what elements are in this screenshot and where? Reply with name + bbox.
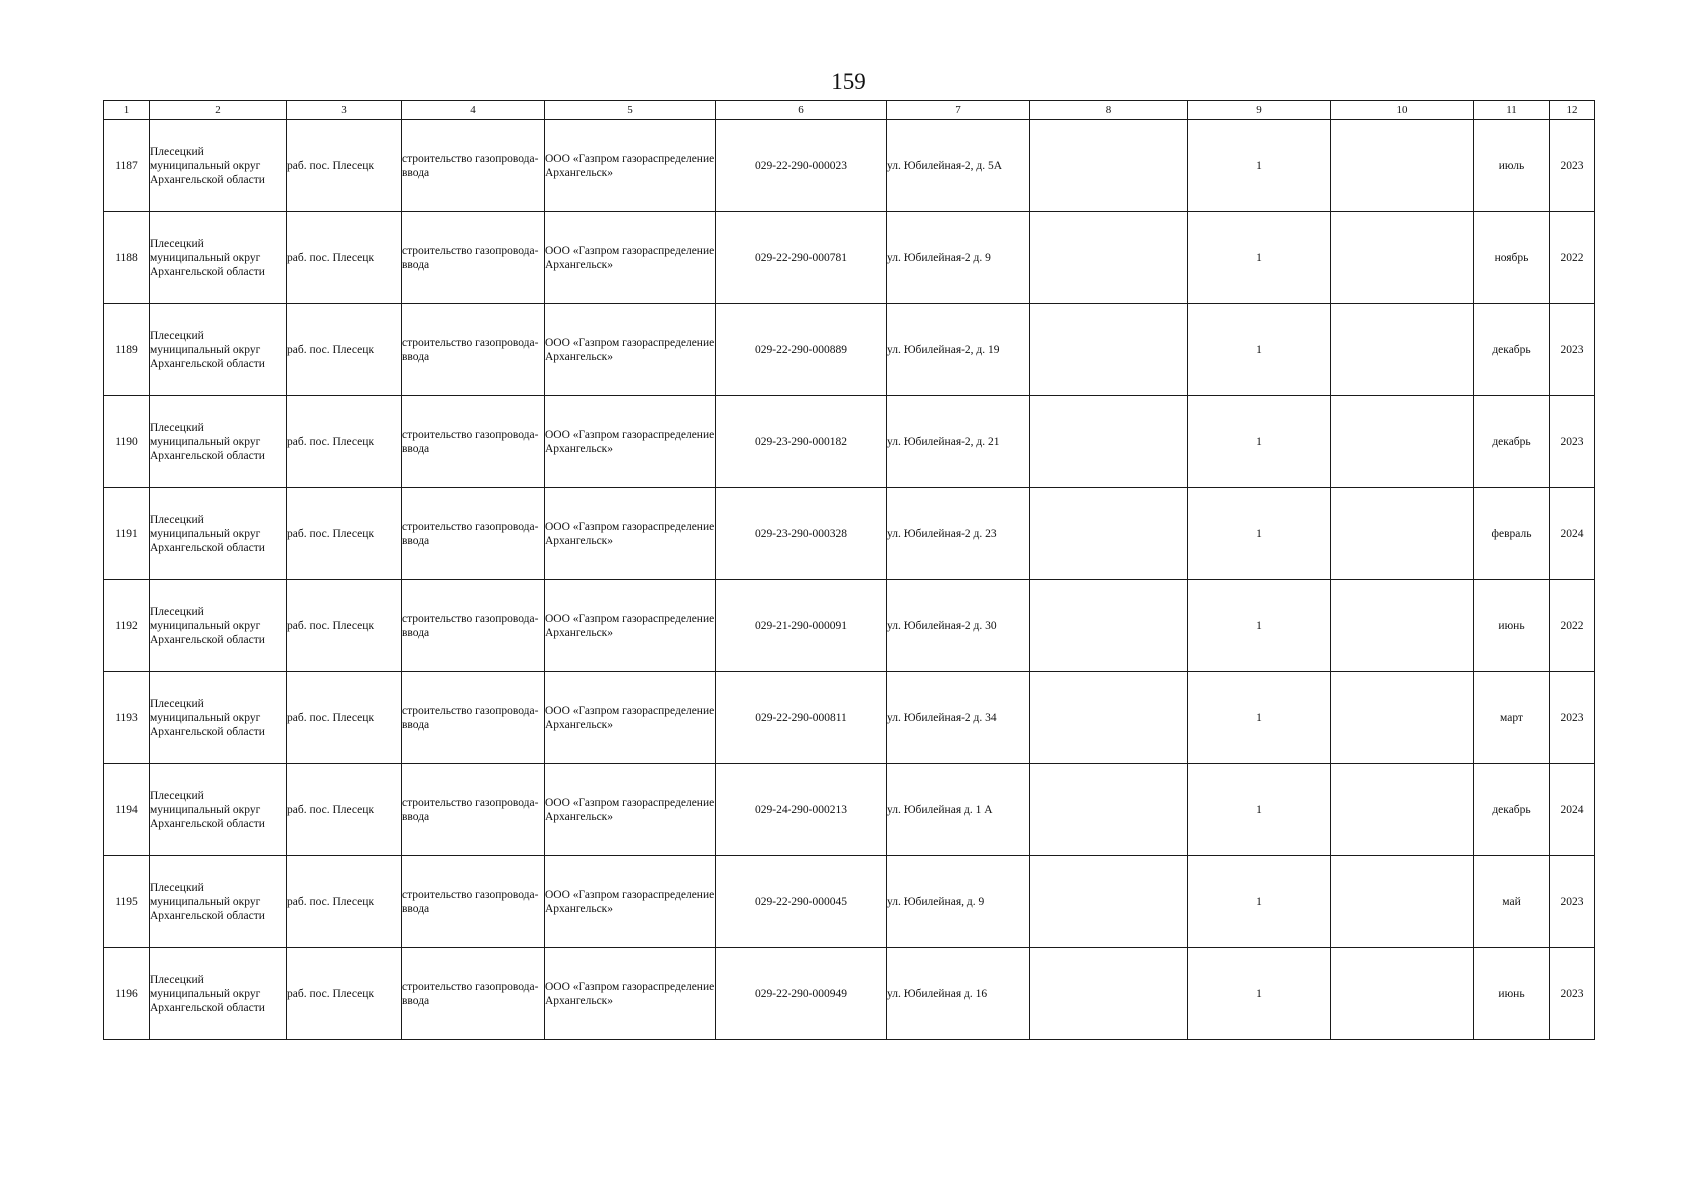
address-cell: ул. Юбилейная, д. 9 bbox=[887, 856, 1030, 948]
registry-code-cell: 029-24-290-000213 bbox=[716, 764, 887, 856]
column-header: 9 bbox=[1188, 101, 1331, 120]
registry-code-cell: 029-22-290-000949 bbox=[716, 948, 887, 1040]
month-cell: февраль bbox=[1474, 488, 1550, 580]
month-cell: декабрь bbox=[1474, 304, 1550, 396]
month-cell: декабрь bbox=[1474, 396, 1550, 488]
column-header: 2 bbox=[150, 101, 287, 120]
address-cell: ул. Юбилейная-2, д. 5А bbox=[887, 120, 1030, 212]
district-cell: Плесецкий муниципальный округ Архангельской области bbox=[150, 488, 287, 580]
address-cell: ул. Юбилейная д. 1 А bbox=[887, 764, 1030, 856]
column-10-cell bbox=[1331, 856, 1474, 948]
address-cell: ул. Юбилейная-2 д. 34 bbox=[887, 672, 1030, 764]
count-cell: 1 bbox=[1188, 948, 1331, 1040]
column-10-cell bbox=[1331, 304, 1474, 396]
column-10-cell bbox=[1331, 764, 1474, 856]
settlement-cell: раб. пос. Плесецк bbox=[287, 764, 402, 856]
column-8-cell bbox=[1030, 856, 1188, 948]
month-cell: март bbox=[1474, 672, 1550, 764]
organization-cell: ООО «Газпром газораспределение Архангельск» bbox=[545, 948, 716, 1040]
count-cell: 1 bbox=[1188, 672, 1331, 764]
column-header: 12 bbox=[1550, 101, 1595, 120]
column-10-cell bbox=[1331, 120, 1474, 212]
table-row bbox=[104, 212, 1595, 304]
work-type-cell: строительство газопровода-ввода bbox=[402, 856, 545, 948]
settlement-cell: раб. пос. Плесецк bbox=[287, 672, 402, 764]
work-type-cell: строительство газопровода-ввода bbox=[402, 120, 545, 212]
district-cell: Плесецкий муниципальный округ Архангельской области bbox=[150, 120, 287, 212]
row-number-cell: 1191 bbox=[104, 488, 150, 580]
year-cell: 2023 bbox=[1550, 396, 1595, 488]
column-header: 5 bbox=[545, 101, 716, 120]
organization-cell: ООО «Газпром газораспределение Архангельск» bbox=[545, 304, 716, 396]
table-row bbox=[104, 580, 1595, 672]
organization-cell: ООО «Газпром газораспределение Архангельск» bbox=[545, 212, 716, 304]
address-cell: ул. Юбилейная-2, д. 19 bbox=[887, 304, 1030, 396]
column-8-cell bbox=[1030, 212, 1188, 304]
column-header: 3 bbox=[287, 101, 402, 120]
column-header: 10 bbox=[1331, 101, 1474, 120]
column-10-cell bbox=[1331, 580, 1474, 672]
row-number-cell: 1195 bbox=[104, 856, 150, 948]
district-cell: Плесецкий муниципальный округ Архангельской области bbox=[150, 856, 287, 948]
column-header: 4 bbox=[402, 101, 545, 120]
count-cell: 1 bbox=[1188, 856, 1331, 948]
work-type-cell: строительство газопровода-ввода bbox=[402, 488, 545, 580]
registry-code-cell: 029-23-290-000328 bbox=[716, 488, 887, 580]
settlement-cell: раб. пос. Плесецк bbox=[287, 396, 402, 488]
count-cell: 1 bbox=[1188, 212, 1331, 304]
page-number: 159 bbox=[831, 69, 866, 94]
registry-code-cell: 029-23-290-000182 bbox=[716, 396, 887, 488]
column-header: 8 bbox=[1030, 101, 1188, 120]
registry-code-cell: 029-22-290-000781 bbox=[716, 212, 887, 304]
row-number-cell: 1187 bbox=[104, 120, 150, 212]
row-number-cell: 1193 bbox=[104, 672, 150, 764]
month-cell: июнь bbox=[1474, 948, 1550, 1040]
work-type-cell: строительство газопровода-ввода bbox=[402, 304, 545, 396]
registry-code-cell: 029-22-290-000889 bbox=[716, 304, 887, 396]
district-cell: Плесецкий муниципальный округ Архангельской области bbox=[150, 672, 287, 764]
registry-code-cell: 029-22-290-000023 bbox=[716, 120, 887, 212]
count-cell: 1 bbox=[1188, 580, 1331, 672]
address-cell: ул. Юбилейная-2 д. 23 bbox=[887, 488, 1030, 580]
settlement-cell: раб. пос. Плесецк bbox=[287, 212, 402, 304]
registry-table bbox=[103, 100, 1595, 1040]
address-cell: ул. Юбилейная-2, д. 21 bbox=[887, 396, 1030, 488]
row-number-cell: 1192 bbox=[104, 580, 150, 672]
month-cell: декабрь bbox=[1474, 764, 1550, 856]
work-type-cell: строительство газопровода-ввода bbox=[402, 396, 545, 488]
settlement-cell: раб. пос. Плесецк bbox=[287, 580, 402, 672]
count-cell: 1 bbox=[1188, 488, 1331, 580]
year-cell: 2023 bbox=[1550, 120, 1595, 212]
organization-cell: ООО «Газпром газораспределение Архангельск» bbox=[545, 856, 716, 948]
column-8-cell bbox=[1030, 580, 1188, 672]
table-body bbox=[104, 120, 1595, 1040]
column-number-row bbox=[104, 101, 1595, 120]
table-row bbox=[104, 488, 1595, 580]
table-row bbox=[104, 304, 1595, 396]
column-header: 1 bbox=[104, 101, 150, 120]
year-cell: 2024 bbox=[1550, 488, 1595, 580]
column-10-cell bbox=[1331, 948, 1474, 1040]
table-row bbox=[104, 764, 1595, 856]
table-row bbox=[104, 396, 1595, 488]
year-cell: 2023 bbox=[1550, 672, 1595, 764]
district-cell: Плесецкий муниципальный округ Архангельской области bbox=[150, 580, 287, 672]
column-header: 11 bbox=[1474, 101, 1550, 120]
year-cell: 2022 bbox=[1550, 212, 1595, 304]
year-cell: 2023 bbox=[1550, 304, 1595, 396]
table-row bbox=[104, 948, 1595, 1040]
organization-cell: ООО «Газпром газораспределение Архангельск» bbox=[545, 396, 716, 488]
organization-cell: ООО «Газпром газораспределение Архангельск» bbox=[545, 488, 716, 580]
work-type-cell: строительство газопровода-ввода bbox=[402, 764, 545, 856]
month-cell: май bbox=[1474, 856, 1550, 948]
district-cell: Плесецкий муниципальный округ Архангельской области bbox=[150, 764, 287, 856]
column-8-cell bbox=[1030, 764, 1188, 856]
column-8-cell bbox=[1030, 120, 1188, 212]
year-cell: 2022 bbox=[1550, 580, 1595, 672]
settlement-cell: раб. пос. Плесецк bbox=[287, 856, 402, 948]
column-10-cell bbox=[1331, 672, 1474, 764]
organization-cell: ООО «Газпром газораспределение Архангельск» bbox=[545, 580, 716, 672]
table-row bbox=[104, 856, 1595, 948]
column-8-cell bbox=[1030, 672, 1188, 764]
row-number-cell: 1189 bbox=[104, 304, 150, 396]
address-cell: ул. Юбилейная д. 16 bbox=[887, 948, 1030, 1040]
table-row bbox=[104, 672, 1595, 764]
row-number-cell: 1196 bbox=[104, 948, 150, 1040]
work-type-cell: строительство газопровода-ввода bbox=[402, 672, 545, 764]
count-cell: 1 bbox=[1188, 764, 1331, 856]
column-header: 7 bbox=[887, 101, 1030, 120]
settlement-cell: раб. пос. Плесецк bbox=[287, 120, 402, 212]
column-10-cell bbox=[1331, 488, 1474, 580]
district-cell: Плесецкий муниципальный округ Архангельской области bbox=[150, 948, 287, 1040]
work-type-cell: строительство газопровода-ввода bbox=[402, 580, 545, 672]
address-cell: ул. Юбилейная-2 д. 9 bbox=[887, 212, 1030, 304]
address-cell: ул. Юбилейная-2 д. 30 bbox=[887, 580, 1030, 672]
month-cell: июль bbox=[1474, 120, 1550, 212]
district-cell: Плесецкий муниципальный округ Архангельской области bbox=[150, 212, 287, 304]
year-cell: 2023 bbox=[1550, 856, 1595, 948]
column-10-cell bbox=[1331, 396, 1474, 488]
registry-code-cell: 029-22-290-000811 bbox=[716, 672, 887, 764]
count-cell: 1 bbox=[1188, 304, 1331, 396]
district-cell: Плесецкий муниципальный округ Архангельской области bbox=[150, 396, 287, 488]
work-type-cell: строительство газопровода-ввода bbox=[402, 948, 545, 1040]
organization-cell: ООО «Газпром газораспределение Архангельск» bbox=[545, 764, 716, 856]
column-header: 6 bbox=[716, 101, 887, 120]
column-8-cell bbox=[1030, 304, 1188, 396]
district-cell: Плесецкий муниципальный округ Архангельской области bbox=[150, 304, 287, 396]
row-number-cell: 1188 bbox=[104, 212, 150, 304]
settlement-cell: раб. пос. Плесецк bbox=[287, 304, 402, 396]
month-cell: июнь bbox=[1474, 580, 1550, 672]
year-cell: 2023 bbox=[1550, 948, 1595, 1040]
column-8-cell bbox=[1030, 488, 1188, 580]
organization-cell: ООО «Газпром газораспределение Архангельск» bbox=[545, 120, 716, 212]
work-type-cell: строительство газопровода-ввода bbox=[402, 212, 545, 304]
column-10-cell bbox=[1331, 212, 1474, 304]
registry-code-cell: 029-21-290-000091 bbox=[716, 580, 887, 672]
row-number-cell: 1190 bbox=[104, 396, 150, 488]
count-cell: 1 bbox=[1188, 396, 1331, 488]
organization-cell: ООО «Газпром газораспределение Архангельск» bbox=[545, 672, 716, 764]
registry-code-cell: 029-22-290-000045 bbox=[716, 856, 887, 948]
row-number-cell: 1194 bbox=[104, 764, 150, 856]
month-cell: ноябрь bbox=[1474, 212, 1550, 304]
column-8-cell bbox=[1030, 396, 1188, 488]
column-8-cell bbox=[1030, 948, 1188, 1040]
settlement-cell: раб. пос. Плесецк bbox=[287, 488, 402, 580]
settlement-cell: раб. пос. Плесецк bbox=[287, 948, 402, 1040]
count-cell: 1 bbox=[1188, 120, 1331, 212]
year-cell: 2024 bbox=[1550, 764, 1595, 856]
table-row bbox=[104, 120, 1595, 212]
